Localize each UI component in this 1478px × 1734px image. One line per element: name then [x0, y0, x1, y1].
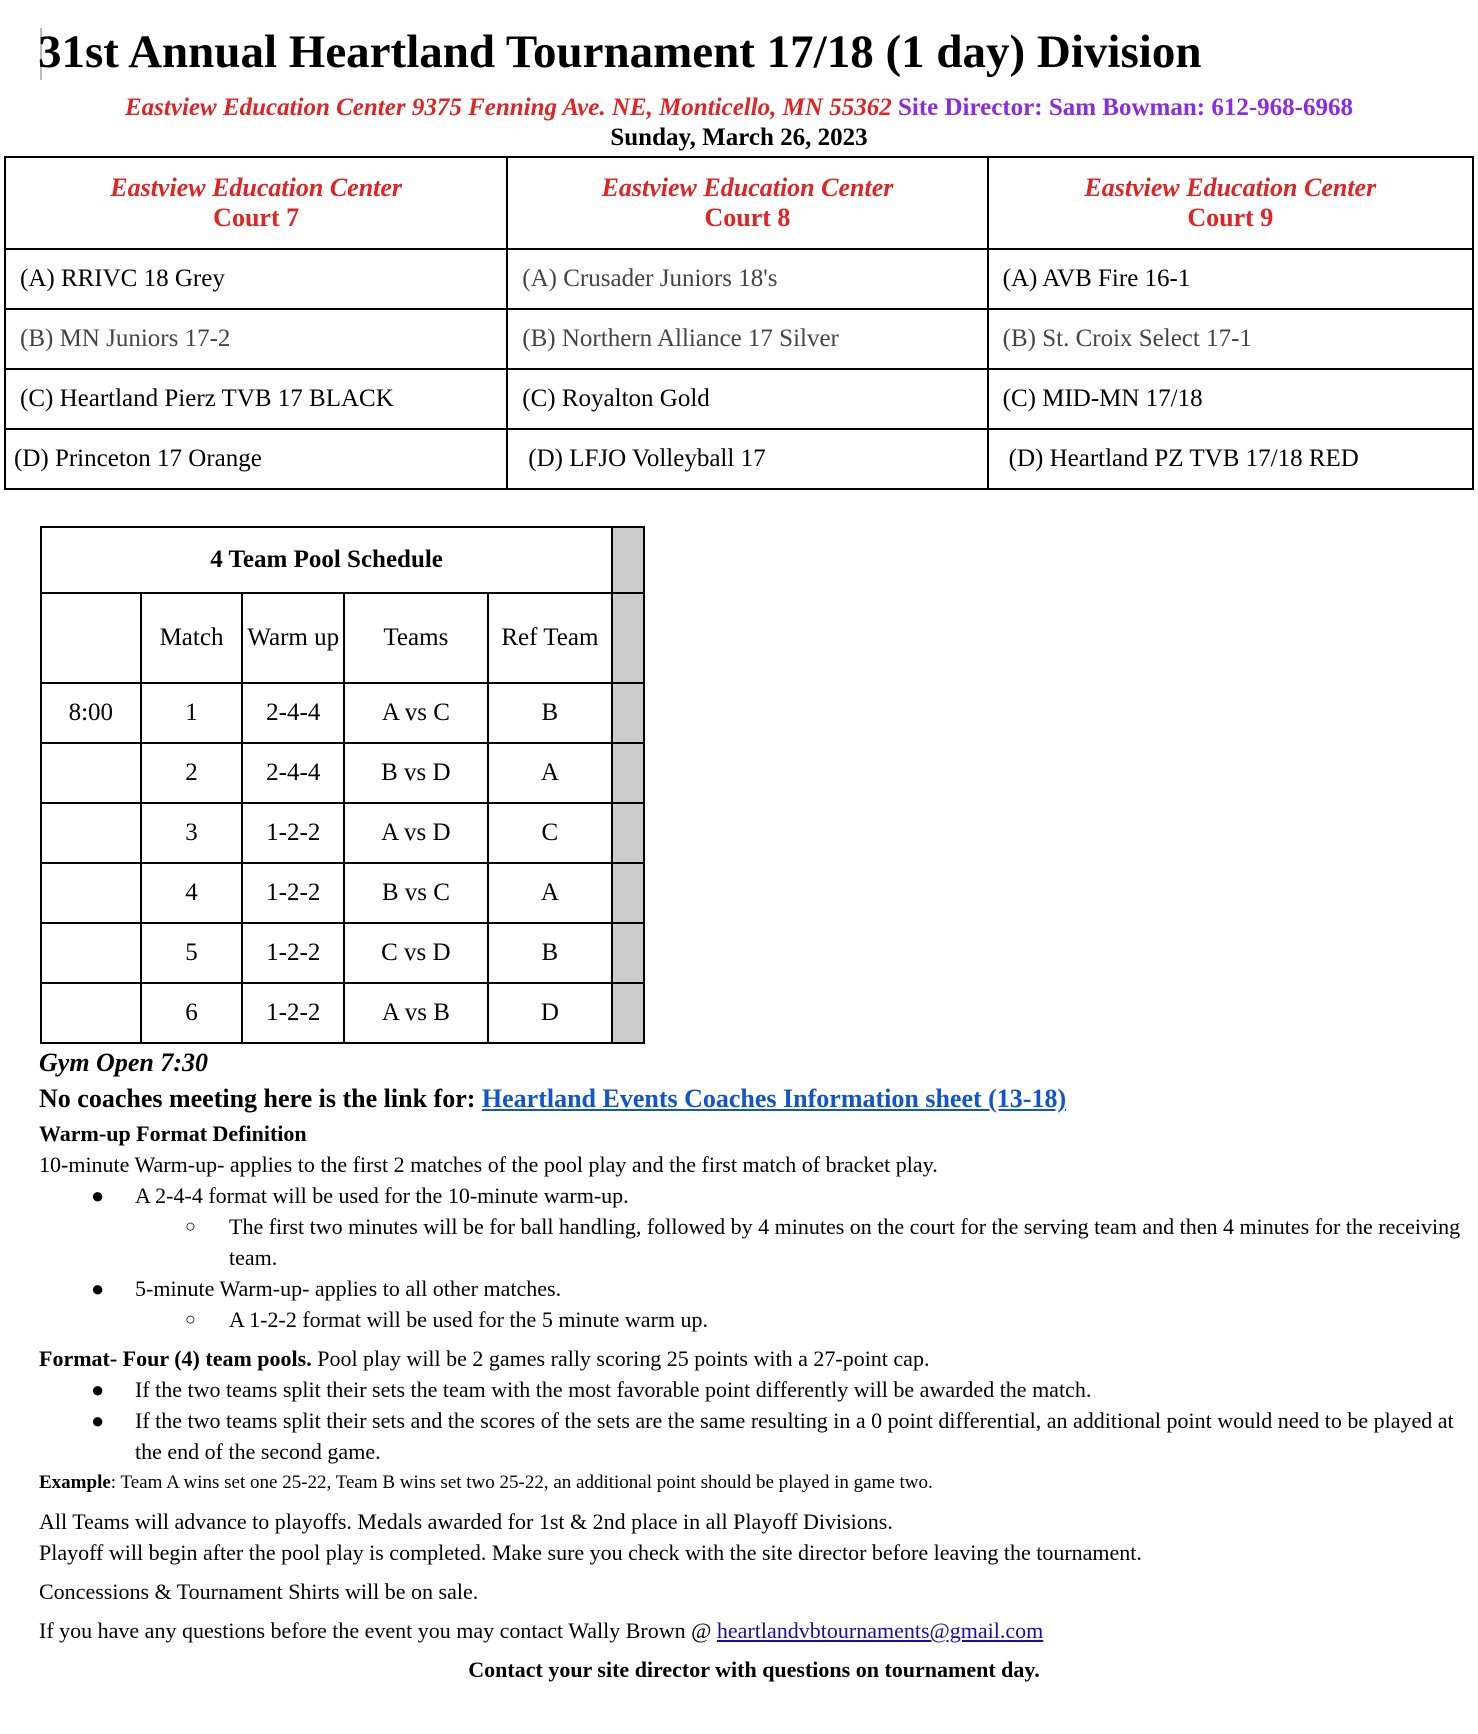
teams-cell: B vs C [344, 863, 487, 923]
list-item: ○ The first two minutes will be for ball handling, followed by 4 minutes on the court for the serving team and then 4 minutes for the receiving team. [39, 1211, 1469, 1273]
gray-column [612, 743, 644, 803]
coaches-meeting-line: No coaches meeting here is the link for: Heartland Events Coaches Information sheet (13-18) [39, 1084, 1067, 1113]
table-row [41, 983, 644, 1043]
gray-column [612, 923, 644, 983]
match-cell: 1 [141, 683, 243, 743]
site-director: Site Director: Sam Bowman: 612-968-6968 [897, 94, 1353, 121]
circle-bullet-icon: ○ [185, 1309, 196, 1329]
list-item: ● If the two teams split their sets and the scores of the sets are the same resulting in a 0 point differential, an additional point would need to be played at the end of the second game. [39, 1405, 1469, 1467]
venue-line [0, 92, 1478, 124]
team-cell: (A) RRIVC 18 Grey [5, 249, 507, 309]
match-cell: 5 [141, 923, 243, 983]
list-item: ○ A 1-2-2 format will be used for the 5 minute warm up. [39, 1304, 1469, 1335]
court-name: Court 8 [704, 203, 791, 232]
warmup-10-text: 10-minute Warm-up- applies to the first 2 matches of the pool play and the first match of bracket play. [39, 1152, 938, 1177]
pool-title-row [41, 527, 644, 593]
advance-text: All Teams will advance to playoffs. Medals awarded for 1st & 2nd place in all Playoff Divisions. [39, 1509, 893, 1534]
match-cell: 6 [141, 983, 243, 1043]
coaches-info-link[interactable]: Heartland Events Coaches Information sheet (13-18) [481, 1084, 1067, 1113]
time-cell [41, 863, 141, 923]
warmup-heading: Warm-up Format Definition [39, 1121, 307, 1146]
info-section [39, 1046, 1469, 1685]
team-cell: (A) AVB Fire 16-1 [988, 249, 1473, 309]
time-cell [41, 923, 141, 983]
ref-cell: B [488, 683, 613, 743]
teams-cell: C vs D [344, 923, 487, 983]
pool-schedule-table [40, 526, 645, 1044]
match-cell: 3 [141, 803, 243, 863]
list-item: ● A 2-4-4 format will be used for the 10-minute warm-up. [39, 1180, 1469, 1211]
concessions-text: Concessions & Tournament Shirts will be on sale. [39, 1579, 479, 1604]
warmup-cell: 1-2-2 [242, 983, 344, 1043]
pool-title: 4 Team Pool Schedule [41, 527, 612, 593]
team-cell: (C) Royalton Gold [507, 369, 987, 429]
gym-open: Gym Open 7:30 [39, 1048, 208, 1077]
gray-column [612, 983, 644, 1043]
gray-column [612, 527, 644, 593]
court-name: Court 7 [213, 203, 300, 232]
example-line: Example: Team A wins set one 25-22, Team B wins set two 25-22, an additional point should be played in game two. [39, 1472, 933, 1493]
playoff-text: Playoff will begin after the pool play is completed. Make sure you check with the site director before leaving the tournament. [39, 1540, 1142, 1565]
table-row [41, 863, 644, 923]
team-row [5, 309, 1473, 369]
team-row [5, 429, 1473, 489]
team-cell: (B) MN Juniors 17-2 [5, 309, 507, 369]
bullet-icon: ● [91, 1276, 105, 1301]
teams-cell: B vs D [344, 743, 487, 803]
list-item: ● 5-minute Warm-up- applies to all other matches. [39, 1273, 1469, 1304]
warmup-cell: 2-4-4 [242, 683, 344, 743]
time-cell [41, 983, 141, 1043]
warmup-cell: 1-2-2 [242, 923, 344, 983]
bullet-icon: ● [91, 1183, 105, 1208]
teams-cell: A vs B [344, 983, 487, 1043]
team-cell: (D) Heartland PZ TVB 17/18 RED [988, 429, 1473, 489]
courts-header-row [5, 157, 1473, 249]
team-cell: (C) MID-MN 17/18 [988, 369, 1473, 429]
time-cell [41, 743, 141, 803]
gray-column [612, 683, 644, 743]
page-title: 31st Annual Heartland Tournament 17/18 (1 day) Division [38, 26, 1202, 78]
table-row [41, 683, 644, 743]
team-cell: (B) St. Croix Select 17-1 [988, 309, 1473, 369]
court-header: Eastview Education Center Court 7 [5, 157, 507, 249]
table-row [41, 803, 644, 863]
ref-cell: B [488, 923, 613, 983]
team-cell: (D) LFJO Volleyball 17 [507, 429, 987, 489]
contact-line: If you have any questions before the event you may contact Wally Brown @ heartlandvbtournaments@gmail.com [39, 1618, 1044, 1643]
gray-column [612, 593, 644, 683]
warmup-cell: 1-2-2 [242, 803, 344, 863]
courts-table [4, 156, 1474, 490]
warmup-cell: 1-2-2 [242, 863, 344, 923]
teams-cell: A vs C [344, 683, 487, 743]
column-header: Warm up [242, 593, 344, 683]
column-header: Match [141, 593, 243, 683]
team-cell: (A) Crusader Juniors 18's [507, 249, 987, 309]
bullet-icon: ● [91, 1377, 105, 1402]
site-director-note: Contact your site director with questions on tournament day. [468, 1657, 1040, 1682]
column-header: Teams [344, 593, 487, 683]
pool-column-headers [41, 593, 644, 683]
court-name: Court 9 [1187, 203, 1274, 232]
ref-cell: A [488, 743, 613, 803]
court-header: Eastview Education Center Court 8 [507, 157, 987, 249]
match-cell: 2 [141, 743, 243, 803]
team-cell: (C) Heartland Pierz TVB 17 BLACK [5, 369, 507, 429]
list-item: ● If the two teams split their sets the team with the most favorable point differently will be awarded the match. [39, 1374, 1469, 1405]
column-header: Ref Team [488, 593, 613, 683]
event-date: Sunday, March 26, 2023 [610, 124, 868, 151]
time-cell [41, 803, 141, 863]
team-row [5, 249, 1473, 309]
format-line: Format- Four (4) team pools. Pool play will be 2 games rally scoring 25 points with a 27-point cap. [39, 1346, 930, 1371]
gray-column [612, 803, 644, 863]
ref-cell: A [488, 863, 613, 923]
team-cell: (D) Princeton 17 Orange [5, 429, 507, 489]
table-row [41, 743, 644, 803]
team-row [5, 369, 1473, 429]
warmup-cell: 2-4-4 [242, 743, 344, 803]
teams-cell: A vs D [344, 803, 487, 863]
time-cell: 8:00 [41, 683, 141, 743]
team-cell: (B) Northern Alliance 17 Silver [507, 309, 987, 369]
court-header: Eastview Education Center Court 9 [988, 157, 1473, 249]
bullet-icon: ● [91, 1408, 105, 1433]
gray-column [612, 863, 644, 923]
circle-bullet-icon: ○ [185, 1216, 196, 1236]
ref-cell: D [488, 983, 613, 1043]
match-cell: 4 [141, 863, 243, 923]
venue-address: Eastview Education Center 9375 Fenning Ave. NE, Monticello, MN 55362 [125, 94, 892, 121]
column-header [41, 593, 141, 683]
table-row [41, 923, 644, 983]
ref-cell: C [488, 803, 613, 863]
contact-email-link[interactable]: heartlandvbtournaments@gmail.com [716, 1618, 1044, 1643]
